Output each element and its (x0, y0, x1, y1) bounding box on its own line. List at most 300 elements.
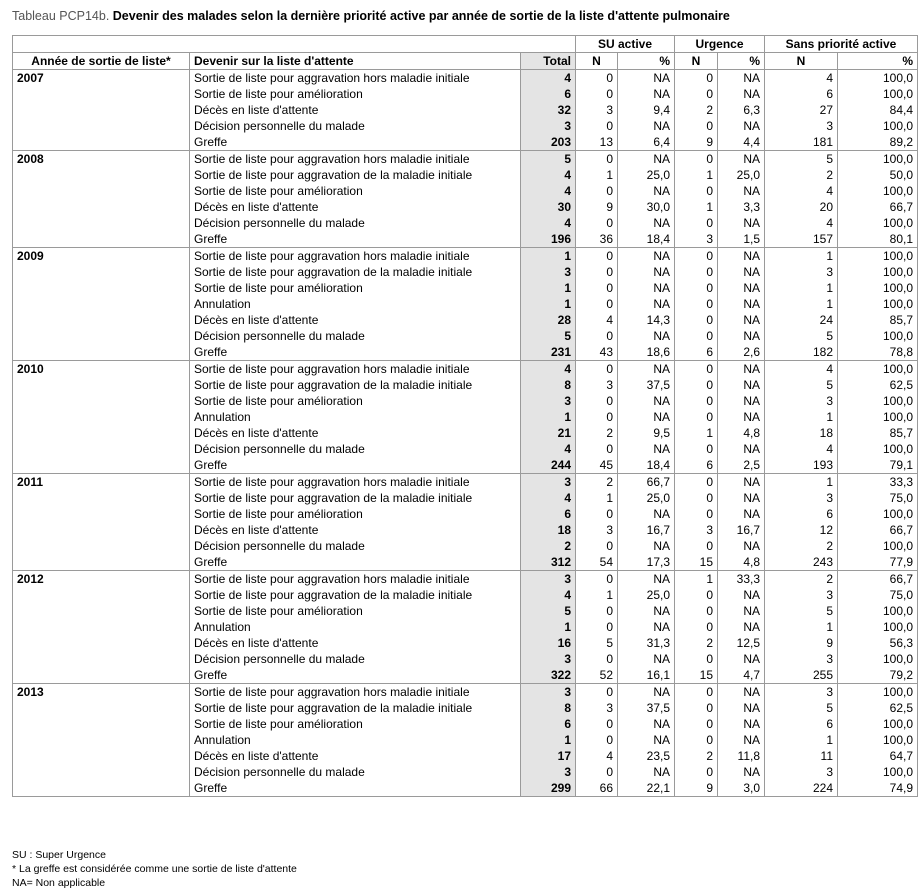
year-cell (13, 264, 190, 280)
total-cell: 28 (521, 312, 576, 328)
year-cell (13, 506, 190, 522)
sans-pct-cell: 100,0 (838, 538, 918, 554)
urg-n-cell: 1 (675, 167, 718, 183)
su-pct-cell: NA (618, 296, 675, 312)
sans-pct-cell: 100,0 (838, 183, 918, 199)
total-cell: 32 (521, 102, 576, 118)
sans-n-cell: 4 (765, 70, 838, 87)
sans-n-cell: 2 (765, 167, 838, 183)
urg-n-cell: 6 (675, 457, 718, 474)
urg-n-cell: 1 (675, 425, 718, 441)
outcome-cell: Décision personnelle du malade (190, 651, 521, 667)
su-pct-cell: 23,5 (618, 748, 675, 764)
sans-pct-cell: 100,0 (838, 764, 918, 780)
sans-pct-cell: 50,0 (838, 167, 918, 183)
su-pct-cell: NA (618, 264, 675, 280)
outcome-cell: Sortie de liste pour aggravation hors maladie initiale (190, 70, 521, 87)
total-cell: 1 (521, 248, 576, 265)
sans-n-cell: 4 (765, 183, 838, 199)
urg-pct-cell: NA (718, 118, 765, 134)
table-row (13, 651, 918, 667)
total-cell: 8 (521, 700, 576, 716)
urg-pct-cell: NA (718, 587, 765, 603)
year-cell (13, 700, 190, 716)
sans-n-cell: 5 (765, 151, 838, 168)
table-row (13, 102, 918, 118)
sans-n-cell: 2 (765, 571, 838, 588)
su-pct-cell: 25,0 (618, 490, 675, 506)
urg-pct-cell: NA (718, 312, 765, 328)
total-cell: 3 (521, 571, 576, 588)
urg-n-cell: 0 (675, 764, 718, 780)
urg-pct-cell: NA (718, 603, 765, 619)
sans-n-cell: 6 (765, 86, 838, 102)
outcome-cell: Greffe (190, 457, 521, 474)
outcome-cell: Sortie de liste pour aggravation hors maladie initiale (190, 248, 521, 265)
urg-pct-cell: NA (718, 361, 765, 378)
outcome-cell: Greffe (190, 134, 521, 151)
header-year: Année de sortie de liste* (13, 53, 190, 70)
su-pct-cell: 16,7 (618, 522, 675, 538)
su-n-cell: 0 (576, 409, 618, 425)
urg-pct-cell: 12,5 (718, 635, 765, 651)
total-cell: 6 (521, 506, 576, 522)
sans-n-cell: 4 (765, 361, 838, 378)
urg-n-cell: 2 (675, 102, 718, 118)
outcome-cell: Annulation (190, 619, 521, 635)
table-row (13, 409, 918, 425)
su-pct-cell: NA (618, 328, 675, 344)
su-n-cell: 1 (576, 587, 618, 603)
table-row (13, 667, 918, 684)
urg-pct-cell: NA (718, 619, 765, 635)
total-cell: 3 (521, 684, 576, 701)
footnote-greffe: * La greffe est considérée comme une sortie de liste d'attente (12, 863, 297, 875)
sans-pct-cell: 100,0 (838, 151, 918, 168)
table-row (13, 328, 918, 344)
sans-pct-cell: 74,9 (838, 780, 918, 797)
sans-n-cell: 2 (765, 538, 838, 554)
total-cell: 299 (521, 780, 576, 797)
year-cell (13, 102, 190, 118)
outcome-cell: Greffe (190, 554, 521, 571)
year-cell (13, 183, 190, 199)
table-row (13, 264, 918, 280)
table-row (13, 296, 918, 312)
urg-pct-cell: 1,5 (718, 231, 765, 248)
sans-pct-cell: 100,0 (838, 716, 918, 732)
urg-pct-cell: NA (718, 248, 765, 265)
urg-n-cell: 0 (675, 506, 718, 522)
sans-n-cell: 3 (765, 264, 838, 280)
urg-pct-cell: NA (718, 441, 765, 457)
urg-pct-cell: NA (718, 280, 765, 296)
su-n-cell: 0 (576, 684, 618, 701)
outcome-cell: Décès en liste d'attente (190, 748, 521, 764)
su-pct-cell: 31,3 (618, 635, 675, 651)
year-cell (13, 667, 190, 684)
urg-n-cell: 0 (675, 151, 718, 168)
su-pct-cell: 18,4 (618, 231, 675, 248)
su-n-cell: 1 (576, 490, 618, 506)
urg-pct-cell: NA (718, 538, 765, 554)
sans-n-cell: 1 (765, 248, 838, 265)
outcome-cell: Décès en liste d'attente (190, 199, 521, 215)
outcome-cell: Décès en liste d'attente (190, 102, 521, 118)
table-row (13, 522, 918, 538)
sans-n-cell: 4 (765, 215, 838, 231)
year-cell (13, 619, 190, 635)
urg-n-cell: 6 (675, 344, 718, 361)
total-cell: 231 (521, 344, 576, 361)
su-n-cell: 43 (576, 344, 618, 361)
su-n-cell: 0 (576, 151, 618, 168)
sans-pct-cell: 100,0 (838, 248, 918, 265)
table-row (13, 151, 918, 168)
su-pct-cell: 66,7 (618, 474, 675, 491)
header-su-n: N (576, 53, 618, 70)
outcome-cell: Sortie de liste pour amélioration (190, 86, 521, 102)
urg-n-cell: 0 (675, 587, 718, 603)
urg-pct-cell: 4,8 (718, 554, 765, 571)
table-row (13, 619, 918, 635)
sans-pct-cell: 89,2 (838, 134, 918, 151)
su-n-cell: 0 (576, 361, 618, 378)
outcome-cell: Sortie de liste pour aggravation hors maladie initiale (190, 151, 521, 168)
year-cell: 2012 (13, 571, 190, 588)
total-cell: 4 (521, 70, 576, 87)
total-cell: 4 (521, 215, 576, 231)
total-cell: 3 (521, 118, 576, 134)
total-cell: 3 (521, 764, 576, 780)
urg-n-cell: 0 (675, 700, 718, 716)
outcome-cell: Décès en liste d'attente (190, 312, 521, 328)
urg-pct-cell: 6,3 (718, 102, 765, 118)
urg-n-cell: 0 (675, 474, 718, 491)
su-pct-cell: 9,4 (618, 102, 675, 118)
su-pct-cell: NA (618, 248, 675, 265)
table-row (13, 134, 918, 151)
su-pct-cell: NA (618, 409, 675, 425)
year-cell (13, 764, 190, 780)
su-pct-cell: NA (618, 571, 675, 588)
urg-pct-cell: NA (718, 716, 765, 732)
table-row (13, 215, 918, 231)
sans-n-cell: 5 (765, 328, 838, 344)
sans-n-cell: 181 (765, 134, 838, 151)
su-n-cell: 0 (576, 328, 618, 344)
su-n-cell: 9 (576, 199, 618, 215)
su-pct-cell: 25,0 (618, 167, 675, 183)
su-n-cell: 2 (576, 425, 618, 441)
su-n-cell: 0 (576, 764, 618, 780)
outcome-cell: Décès en liste d'attente (190, 425, 521, 441)
su-pct-cell: NA (618, 538, 675, 554)
outcome-cell: Sortie de liste pour aggravation hors maladie initiale (190, 684, 521, 701)
su-pct-cell: NA (618, 732, 675, 748)
table-row (13, 474, 918, 491)
urg-pct-cell: 2,6 (718, 344, 765, 361)
total-cell: 5 (521, 328, 576, 344)
urg-pct-cell: 4,8 (718, 425, 765, 441)
year-cell: 2008 (13, 151, 190, 168)
su-pct-cell: NA (618, 393, 675, 409)
year-cell (13, 554, 190, 571)
sans-n-cell: 255 (765, 667, 838, 684)
urg-pct-cell: 2,5 (718, 457, 765, 474)
year-cell (13, 280, 190, 296)
su-n-cell: 0 (576, 506, 618, 522)
su-pct-cell: NA (618, 441, 675, 457)
outcome-cell: Annulation (190, 296, 521, 312)
table-number: Tableau PCP14b. (12, 9, 110, 23)
outcome-cell: Greffe (190, 231, 521, 248)
urg-n-cell: 0 (675, 538, 718, 554)
urg-pct-cell: NA (718, 506, 765, 522)
su-n-cell: 5 (576, 635, 618, 651)
year-cell (13, 328, 190, 344)
header-outcome: Devenir sur la liste d'attente (190, 53, 521, 70)
header-su-pct: % (618, 53, 675, 70)
su-n-cell: 0 (576, 716, 618, 732)
sans-n-cell: 1 (765, 280, 838, 296)
outcome-cell: Décès en liste d'attente (190, 635, 521, 651)
sans-n-cell: 1 (765, 409, 838, 425)
urg-pct-cell: NA (718, 732, 765, 748)
urg-pct-cell: 3,3 (718, 199, 765, 215)
urg-n-cell: 2 (675, 748, 718, 764)
urg-n-cell: 0 (675, 684, 718, 701)
sans-pct-cell: 100,0 (838, 296, 918, 312)
sans-pct-cell: 100,0 (838, 409, 918, 425)
su-n-cell: 0 (576, 538, 618, 554)
sans-n-cell: 9 (765, 635, 838, 651)
header-urg-n: N (675, 53, 718, 70)
year-cell (13, 312, 190, 328)
sans-n-cell: 18 (765, 425, 838, 441)
urg-pct-cell: NA (718, 474, 765, 491)
sans-n-cell: 5 (765, 603, 838, 619)
sans-n-cell: 193 (765, 457, 838, 474)
total-cell: 17 (521, 748, 576, 764)
su-n-cell: 0 (576, 296, 618, 312)
total-cell: 30 (521, 199, 576, 215)
su-n-cell: 1 (576, 167, 618, 183)
year-cell (13, 344, 190, 361)
total-cell: 4 (521, 167, 576, 183)
urg-n-cell: 0 (675, 393, 718, 409)
table-row (13, 70, 918, 87)
table-row (13, 425, 918, 441)
su-n-cell: 54 (576, 554, 618, 571)
su-n-cell: 0 (576, 215, 618, 231)
urg-n-cell: 0 (675, 70, 718, 87)
total-cell: 16 (521, 635, 576, 651)
urg-n-cell: 1 (675, 199, 718, 215)
total-cell: 3 (521, 264, 576, 280)
year-cell (13, 716, 190, 732)
total-cell: 3 (521, 651, 576, 667)
total-cell: 4 (521, 441, 576, 457)
sans-n-cell: 3 (765, 490, 838, 506)
total-cell: 4 (521, 183, 576, 199)
year-cell (13, 780, 190, 797)
urg-pct-cell: NA (718, 328, 765, 344)
urg-n-cell: 15 (675, 667, 718, 684)
total-cell: 4 (521, 587, 576, 603)
outcome-cell: Sortie de liste pour aggravation hors maladie initiale (190, 361, 521, 378)
sans-pct-cell: 100,0 (838, 118, 918, 134)
outcome-cell: Sortie de liste pour amélioration (190, 716, 521, 732)
sans-pct-cell: 100,0 (838, 393, 918, 409)
sans-pct-cell: 79,2 (838, 667, 918, 684)
su-pct-cell: 9,5 (618, 425, 675, 441)
sans-n-cell: 243 (765, 554, 838, 571)
outcome-cell: Décision personnelle du malade (190, 215, 521, 231)
sans-n-cell: 3 (765, 764, 838, 780)
sans-pct-cell: 100,0 (838, 732, 918, 748)
outcome-cell: Annulation (190, 732, 521, 748)
outcome-cell: Sortie de liste pour aggravation de la maladie initiale (190, 490, 521, 506)
su-n-cell: 0 (576, 280, 618, 296)
year-cell: 2011 (13, 474, 190, 491)
su-pct-cell: NA (618, 361, 675, 378)
sans-pct-cell: 85,7 (838, 312, 918, 328)
sans-pct-cell: 85,7 (838, 425, 918, 441)
table-body (13, 70, 918, 797)
su-pct-cell: 22,1 (618, 780, 675, 797)
sans-n-cell: 1 (765, 619, 838, 635)
urg-n-cell: 0 (675, 377, 718, 393)
sans-pct-cell: 80,1 (838, 231, 918, 248)
su-pct-cell: NA (618, 70, 675, 87)
urg-pct-cell: NA (718, 151, 765, 168)
sans-pct-cell: 75,0 (838, 490, 918, 506)
total-cell: 4 (521, 361, 576, 378)
table-row (13, 167, 918, 183)
table-row (13, 538, 918, 554)
outcome-cell: Greffe (190, 780, 521, 797)
su-pct-cell: NA (618, 86, 675, 102)
table-row (13, 393, 918, 409)
total-cell: 4 (521, 490, 576, 506)
sans-pct-cell: 78,8 (838, 344, 918, 361)
footnote-su: SU : Super Urgence (12, 849, 106, 861)
su-n-cell: 66 (576, 780, 618, 797)
sans-n-cell: 5 (765, 700, 838, 716)
su-n-cell: 36 (576, 231, 618, 248)
urg-n-cell: 3 (675, 231, 718, 248)
urg-n-cell: 9 (675, 780, 718, 797)
urg-pct-cell: NA (718, 70, 765, 87)
year-cell (13, 393, 190, 409)
table-row (13, 732, 918, 748)
total-cell: 196 (521, 231, 576, 248)
total-cell: 6 (521, 86, 576, 102)
year-cell (13, 296, 190, 312)
total-cell: 1 (521, 409, 576, 425)
su-n-cell: 0 (576, 118, 618, 134)
year-cell (13, 538, 190, 554)
outcome-cell: Sortie de liste pour amélioration (190, 603, 521, 619)
table-row (13, 361, 918, 378)
su-n-cell: 3 (576, 377, 618, 393)
table-row (13, 684, 918, 701)
footnotes (12, 848, 297, 890)
urg-pct-cell: 16,7 (718, 522, 765, 538)
sans-pct-cell: 100,0 (838, 603, 918, 619)
outcome-cell: Sortie de liste pour aggravation de la maladie initiale (190, 264, 521, 280)
year-cell (13, 748, 190, 764)
urg-n-cell: 0 (675, 732, 718, 748)
urg-pct-cell: NA (718, 490, 765, 506)
year-cell (13, 603, 190, 619)
year-cell: 2010 (13, 361, 190, 378)
total-cell: 6 (521, 716, 576, 732)
urg-n-cell: 1 (675, 571, 718, 588)
sans-pct-cell: 100,0 (838, 361, 918, 378)
outcome-cell: Sortie de liste pour aggravation hors maladie initiale (190, 571, 521, 588)
outcome-cell: Sortie de liste pour aggravation de la maladie initiale (190, 167, 521, 183)
total-cell: 1 (521, 732, 576, 748)
su-pct-cell: NA (618, 183, 675, 199)
table-row (13, 312, 918, 328)
table-title-text: Devenir des malades selon la dernière priorité active par année de sortie de la liste d'attente pulmonaire (112, 9, 730, 23)
total-cell: 1 (521, 619, 576, 635)
su-pct-cell: 37,5 (618, 377, 675, 393)
year-cell (13, 522, 190, 538)
sans-n-cell: 3 (765, 587, 838, 603)
year-cell (13, 490, 190, 506)
year-cell (13, 231, 190, 248)
year-cell (13, 587, 190, 603)
total-cell: 203 (521, 134, 576, 151)
su-pct-cell: 17,3 (618, 554, 675, 571)
outcome-cell: Décision personnelle du malade (190, 441, 521, 457)
su-pct-cell: 18,6 (618, 344, 675, 361)
total-cell: 2 (521, 538, 576, 554)
su-pct-cell: NA (618, 764, 675, 780)
su-n-cell: 0 (576, 183, 618, 199)
su-pct-cell: NA (618, 603, 675, 619)
year-cell (13, 441, 190, 457)
sans-pct-cell: 100,0 (838, 684, 918, 701)
su-n-cell: 0 (576, 619, 618, 635)
su-pct-cell: NA (618, 215, 675, 231)
sans-pct-cell: 100,0 (838, 70, 918, 87)
urg-pct-cell: NA (718, 409, 765, 425)
urg-pct-cell: NA (718, 700, 765, 716)
urg-n-cell: 0 (675, 409, 718, 425)
sans-pct-cell: 66,7 (838, 522, 918, 538)
urg-n-cell: 0 (675, 118, 718, 134)
urg-pct-cell: 3,0 (718, 780, 765, 797)
urg-pct-cell: 25,0 (718, 167, 765, 183)
sans-n-cell: 6 (765, 506, 838, 522)
year-cell (13, 651, 190, 667)
su-n-cell: 0 (576, 603, 618, 619)
sans-n-cell: 1 (765, 296, 838, 312)
sans-pct-cell: 100,0 (838, 441, 918, 457)
urg-n-cell: 0 (675, 183, 718, 199)
table-row (13, 748, 918, 764)
year-cell (13, 425, 190, 441)
su-pct-cell: NA (618, 619, 675, 635)
table-row (13, 603, 918, 619)
su-n-cell: 0 (576, 571, 618, 588)
header-total: Total (521, 53, 576, 70)
outcome-cell: Sortie de liste pour amélioration (190, 183, 521, 199)
